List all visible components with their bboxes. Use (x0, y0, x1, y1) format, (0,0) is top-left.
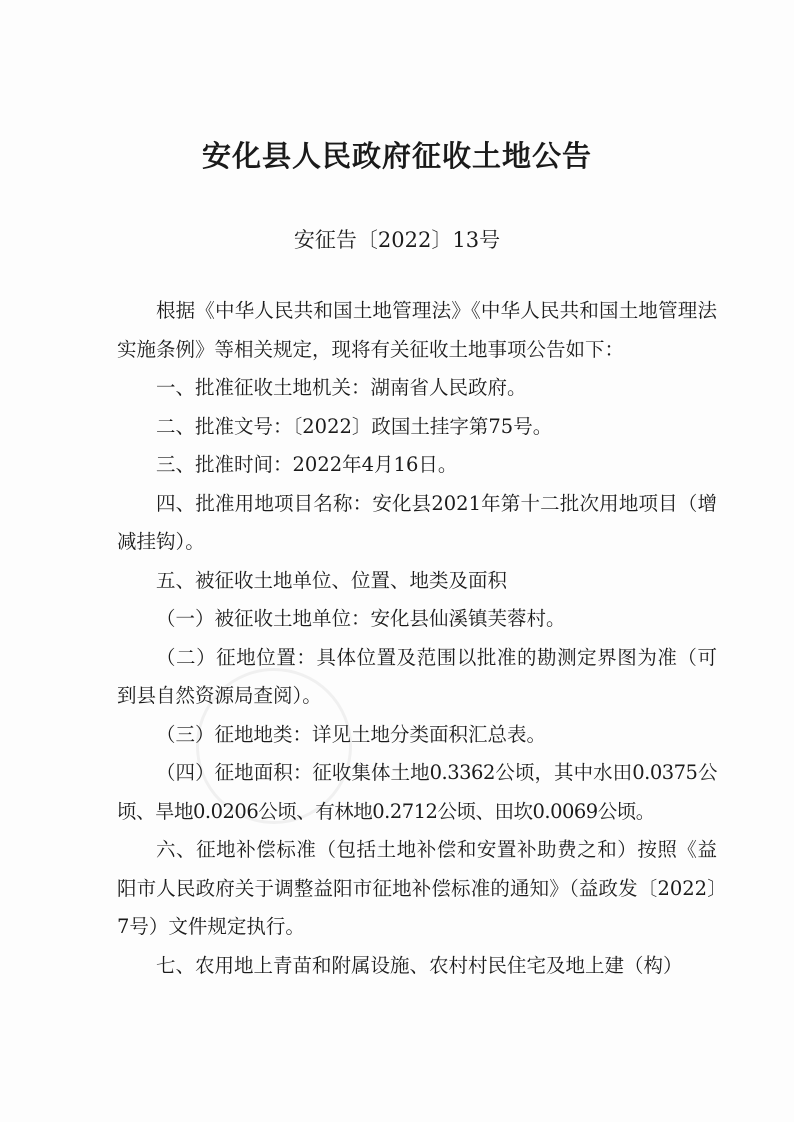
paragraph-approval-authority: 一、批准征收土地机关：湖南省人民政府。 (156, 376, 527, 399)
paragraph-intro: 根据《中华人民共和国土地管理法》《中华人民共和国土地管理法实施条例》等相关规定，现将有关征收土地事项公告如下： (117, 299, 717, 361)
paragraph-land-unit: （一）被征收土地单位：安化县仙溪镇芙蓉村。 (156, 607, 566, 630)
paragraph-land-location: （二）征地位置：具体位置及范围以批准的勘测定界图为准（可到县自然资源局查阅）。 (117, 645, 717, 707)
paragraph-land-type: （三）征地地类：详见土地分类面积汇总表。 (156, 722, 547, 746)
document-body (117, 292, 717, 985)
paragraph-approval-number: 二、批准文号：〔2022〕政国土挂字第75号。 (156, 414, 553, 438)
paragraph-land-area: （四）征地面积：征收集体土地0.3362公顷，其中水田0.0375公顷、旱地0.0206公顷、有林地0.2712公顷、田坎0.0069公顷。 (117, 761, 717, 823)
paragraph-approval-date: 三、批准时间：2022年4月16日。 (156, 453, 458, 476)
paragraph-compensation-standard: 六、征地补偿标准（包括土地补偿和安置补助费之和）按照《益阳市人民政府关于调整益阳市征地补偿标准的通知》（益政发〔2022〕7号）文件规定执行。 (117, 838, 717, 938)
paragraph-section-seven: 七、农用地上青苗和附属设施、农村村民住宅及地上建（构） (156, 953, 683, 977)
document-title: 安化县人民政府征收土地公告 (201, 139, 592, 173)
paragraph-section-five-heading: 五、被征收土地单位、位置、地类及面积 (156, 568, 508, 592)
document-number: 安征告〔2022〕13号 (293, 228, 501, 252)
paragraph-project-name: 四、批准用地项目名称：安化县2021年第十二批次用地项目（增减挂钩）。 (117, 491, 717, 553)
